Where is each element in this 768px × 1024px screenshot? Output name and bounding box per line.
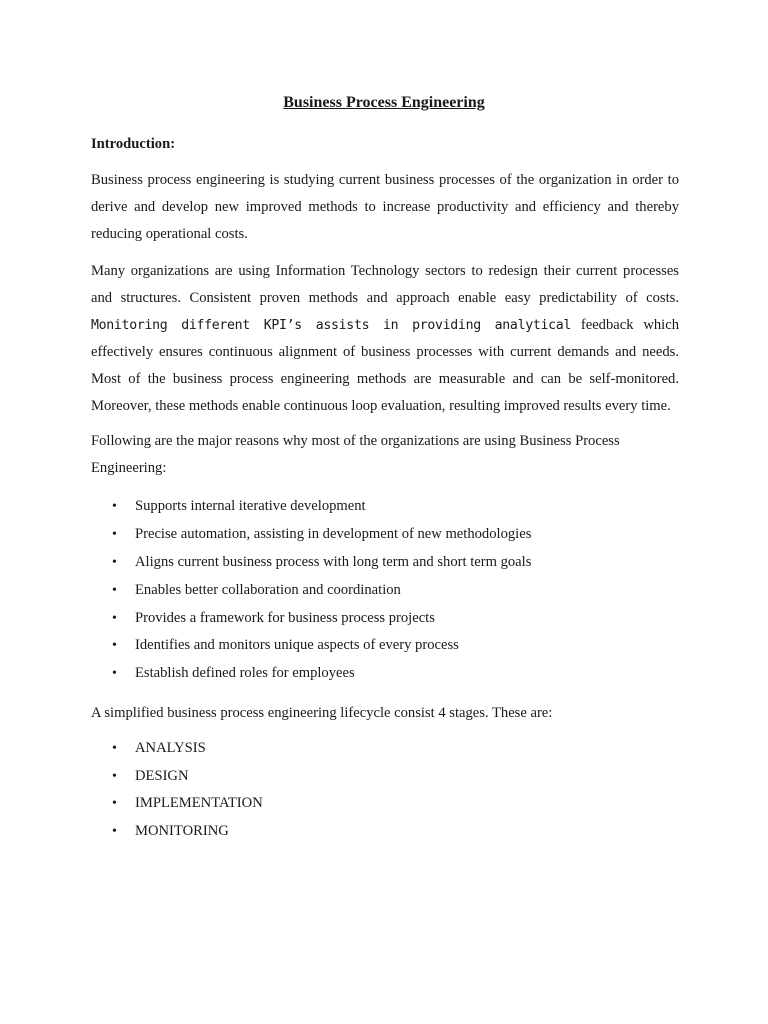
list-item-text: MONITORING	[135, 822, 229, 839]
list-item-text: Identifies and monitors unique aspects of every process	[135, 637, 459, 654]
paragraph-organizations	[91, 258, 679, 420]
bullet-icon: •	[112, 666, 117, 682]
bullet-icon: •	[112, 526, 117, 542]
stages-list	[91, 735, 263, 845]
list-item	[91, 735, 263, 763]
paragraph-organizations-text-2: feedback which effectively ensures continuous alignment of business processes with current demands and needs. Most of the business process engineering methods are measurable and can be self-monitored. Moreover, these methods enable continuous loop evaluation, resulting improved results every time.	[91, 316, 679, 414]
list-item-text: Aligns current business process with long term and short term goals	[135, 553, 532, 570]
paragraph-intro: Business process engineering is studying current business processes of the organization in order to derive and develop new improved methods to increase productivity and efficiency and thereby reducing operational costs.	[91, 172, 679, 242]
list-item-text: Supports internal iterative development	[135, 498, 366, 514]
list-item-text: Provides a framework for business process projects	[135, 609, 435, 626]
paragraph-reasons-intro: Following are the major reasons why most of the organizations are using Business Process Engineering:	[91, 433, 620, 476]
bullet-icon: •	[112, 741, 117, 756]
list-item-text: Enables better collaboration and coordination	[135, 581, 401, 598]
bullet-icon: •	[112, 582, 117, 598]
list-item	[91, 605, 531, 633]
list-item	[91, 549, 531, 577]
list-item	[91, 632, 531, 660]
list-item	[91, 521, 531, 549]
list-item-text: Establish defined roles for employees	[135, 665, 355, 682]
list-item	[91, 763, 263, 791]
list-item	[91, 790, 263, 818]
reasons-list	[91, 493, 531, 688]
list-item-text: DESIGN	[135, 767, 189, 784]
bullet-icon: •	[112, 554, 117, 570]
list-item-text: IMPLEMENTATION	[135, 795, 263, 812]
paragraph-organizations-kpi-text: Monitoring different KPI’s assists in providing analytical	[91, 317, 572, 333]
list-item-text: Precise automation, assisting in development of new methodologies	[135, 525, 532, 542]
intro-heading: Introduction:	[91, 136, 176, 152]
document-title: Business Process Engineering	[283, 94, 485, 111]
bullet-icon: •	[112, 768, 117, 784]
bullet-icon: •	[112, 499, 117, 514]
list-item	[91, 660, 531, 688]
list-item-text: ANALYSIS	[135, 740, 206, 756]
paragraph-lifecycle-intro: A simplified business process engineering lifecycle consist 4 stages. These are:	[91, 705, 553, 721]
bullet-icon: •	[112, 610, 117, 626]
bullet-icon: •	[112, 823, 117, 839]
list-item	[91, 493, 531, 521]
list-item	[91, 577, 531, 605]
bullet-icon: •	[112, 638, 117, 654]
list-item	[91, 818, 263, 846]
bullet-icon: •	[112, 796, 117, 812]
paragraph-organizations-text-1: Many organizations are using Information Technology sectors to redesign their current processes and structures. Consistent proven methods and approach enable easy predictability of costs.	[91, 263, 679, 306]
